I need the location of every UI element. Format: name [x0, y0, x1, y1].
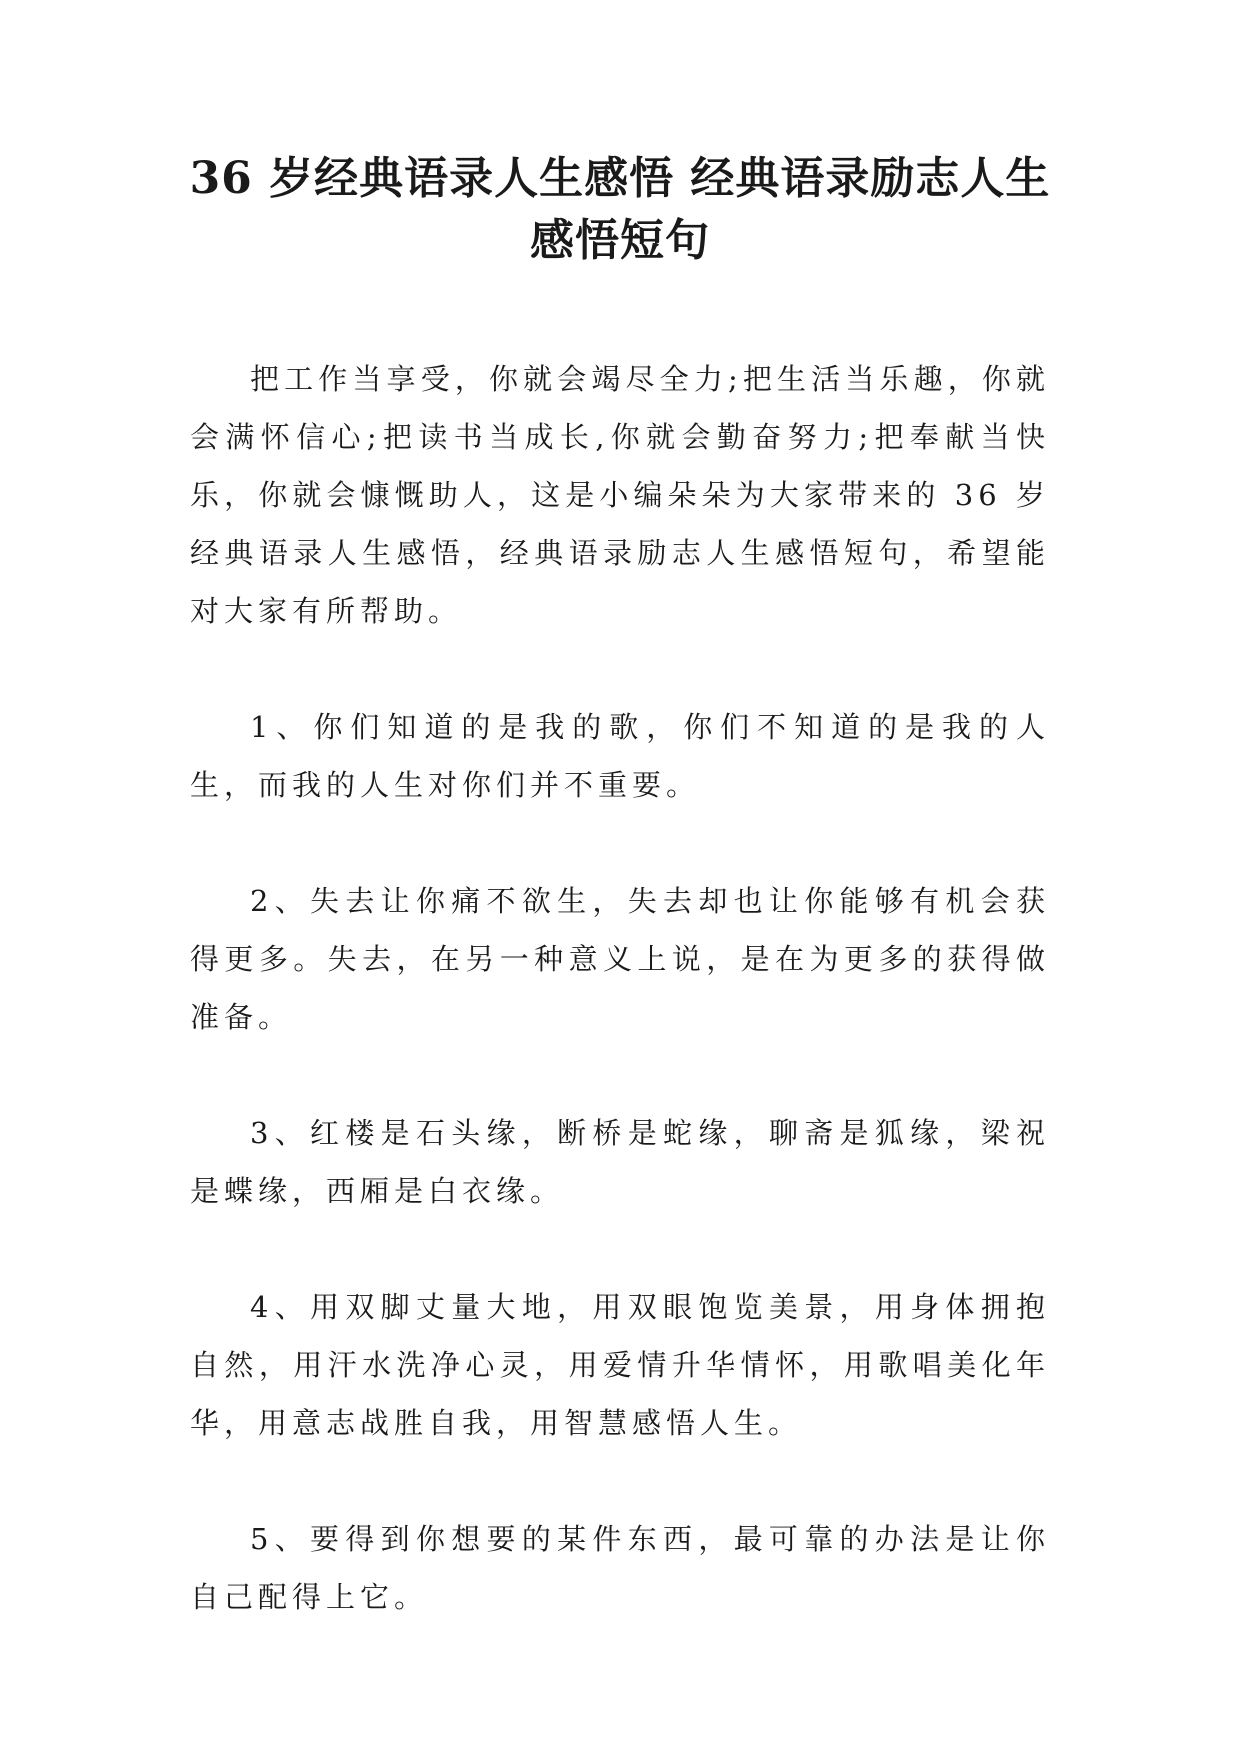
document-body — [190, 350, 1050, 1684]
document-title — [180, 148, 1060, 272]
title-line-2: 感悟短句 — [530, 215, 710, 266]
list-item: 4、用双脚丈量大地，用双眼饱览美景，用身体拥抱自然，用汗水洗净心灵，用爱情升华情怀，用歌唱美化年华，用意志战胜自我，用智慧感悟人生。 — [190, 1290, 1050, 1440]
list-item: 1、你们知道的是我的歌，你们不知道的是我的人生，而我的人生对你们并不重要。 — [190, 710, 1050, 802]
list-item: 3、红楼是石头缘，断桥是蛇缘，聊斋是狐缘，梁祝是蝶缘，西厢是白衣缘。 — [190, 1116, 1050, 1208]
title-line-1: 36 岁经典语录人生感悟 经典语录励志人生 — [189, 153, 1051, 204]
list-item: 5、要得到你想要的某件东西，最可靠的办法是让你自己配得上它。 — [190, 1522, 1050, 1614]
list-item: 2、失去让你痛不欲生，失去却也让你能够有机会获得更多。失去，在另一种意义上说，是在为更多的获得做准备。 — [190, 884, 1050, 1034]
intro-paragraph: 把工作当享受，你就会竭尽全力;把生活当乐趣，你就会满怀信心;把读书当成长,你就会勤奋努力;把奉献当快乐，你就会慷慨助人，这是小编朵朵为大家带来的 36 岁经典语录人生感悟，经典语录励志人生感悟短句，希望能对大家有所帮助。 — [190, 362, 1050, 628]
